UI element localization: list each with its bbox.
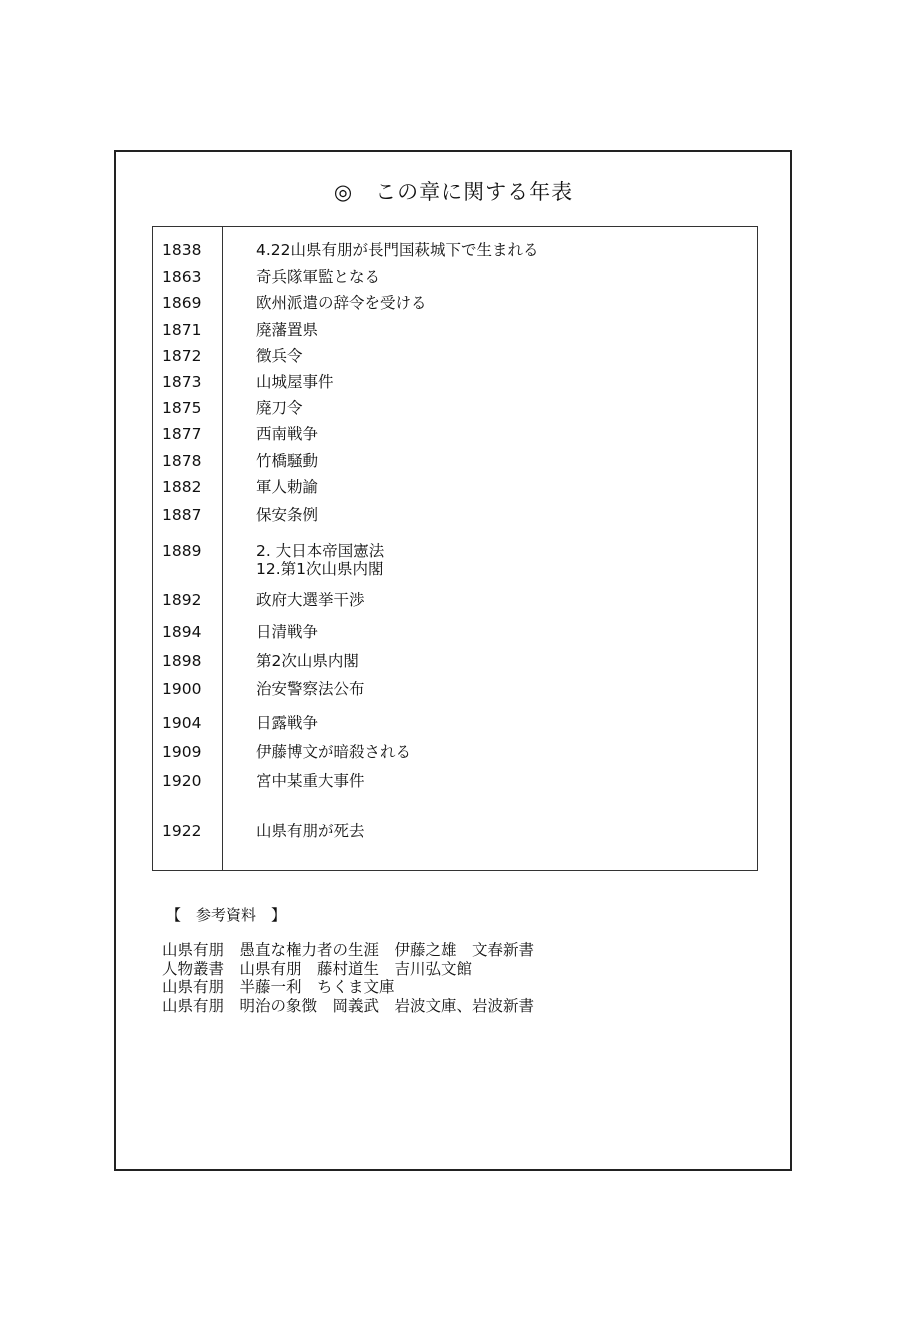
timeline-event-line: 治安警察法公布 (256, 680, 365, 698)
timeline-event-line: 12.第1次山県内閣 (256, 560, 384, 578)
timeline-event (256, 743, 411, 761)
timeline-event-line: 軍人勅諭 (256, 478, 319, 496)
timeline-event (256, 399, 303, 417)
references-heading: 【 参考資料 】 (166, 906, 287, 924)
timeline-event-line: 政府大選挙干渉 (256, 591, 365, 609)
timeline-year: 1920 (162, 772, 202, 790)
timeline-year: 1887 (162, 506, 202, 524)
timeline-event (256, 822, 365, 840)
timeline-event (256, 506, 318, 524)
timeline-year: 1894 (162, 623, 202, 641)
timeline-event (256, 591, 365, 609)
timeline-event-line: 日清戦争 (256, 623, 319, 641)
timeline-event (256, 623, 318, 641)
reference-item: 山県有朋 明治の象徴 岡義武 岩波文庫、岩波新書 (162, 996, 535, 1015)
timeline-event-line: 山城屋事件 (256, 373, 334, 391)
timeline-event (256, 452, 318, 470)
timeline-event-line: 欧州派遣の辞令を受ける (256, 294, 427, 312)
timeline-year: 1904 (162, 714, 202, 732)
timeline-event-line: 山県有朋が死去 (256, 822, 365, 840)
timeline-event (256, 714, 318, 732)
reference-item: 人物叢書 山県有朋 藤村道生 吉川弘文館 (162, 959, 473, 978)
timeline-year: 1871 (162, 321, 202, 339)
timeline-event (256, 294, 427, 312)
timeline-year: 1882 (162, 478, 202, 496)
page-title: ◎ この章に関する年表 (333, 180, 574, 204)
timeline-year: 1922 (162, 822, 202, 840)
timeline-event-line: 宮中某重大事件 (256, 772, 365, 790)
timeline-year: 1875 (162, 399, 202, 417)
timeline-event-line: 竹橋騒動 (256, 452, 319, 470)
timeline-event (256, 268, 380, 286)
timeline-year: 1898 (162, 652, 202, 670)
timeline-year: 1892 (162, 591, 202, 609)
reference-item: 山県有朋 愚直な権力者の生涯 伊藤之雄 文春新書 (162, 941, 535, 959)
timeline-event-line: 保安条例 (256, 506, 319, 524)
timeline-event (256, 425, 318, 443)
timeline-event-line: 日露戦争 (256, 714, 319, 732)
references-list (162, 941, 534, 1015)
timeline-event-line: 廃藩置県 (256, 321, 319, 339)
timeline-event-line: 第2次山県内閣 (256, 652, 359, 670)
timeline-event (256, 542, 384, 578)
timeline-event (256, 321, 318, 339)
timeline-year: 1909 (162, 743, 202, 761)
timeline-year: 1869 (162, 294, 202, 312)
timeline-year: 1838 (162, 241, 202, 259)
timeline-table (152, 226, 758, 871)
timeline-event (256, 241, 539, 259)
timeline-year: 1878 (162, 452, 202, 470)
timeline-event (256, 347, 303, 365)
timeline-event (256, 772, 365, 790)
timeline-year: 1889 (162, 542, 202, 560)
timeline-column-divider (222, 226, 223, 871)
timeline-event-line: 奇兵隊軍監となる (256, 268, 381, 286)
timeline-event-line: 徴兵令 (256, 347, 303, 365)
timeline-event-line: 4.22山県有朋が長門国萩城下で生まれる (256, 241, 539, 259)
timeline-year: 1863 (162, 268, 202, 286)
timeline-year: 1900 (162, 680, 202, 698)
timeline-event (256, 373, 334, 391)
timeline-event (256, 478, 318, 496)
timeline-event (256, 680, 365, 698)
timeline-year: 1872 (162, 347, 202, 365)
timeline-year: 1877 (162, 425, 202, 443)
timeline-event-line: 2. 大日本帝国憲法 (256, 542, 385, 560)
reference-item: 山県有朋 半藤一利 ちくま文庫 (162, 978, 395, 996)
timeline-year: 1873 (162, 373, 202, 391)
timeline-event-line: 西南戦争 (256, 425, 319, 443)
timeline-event (256, 652, 359, 670)
timeline-event-line: 伊藤博文が暗殺される (256, 743, 412, 761)
timeline-event-line: 廃刀令 (256, 399, 303, 417)
